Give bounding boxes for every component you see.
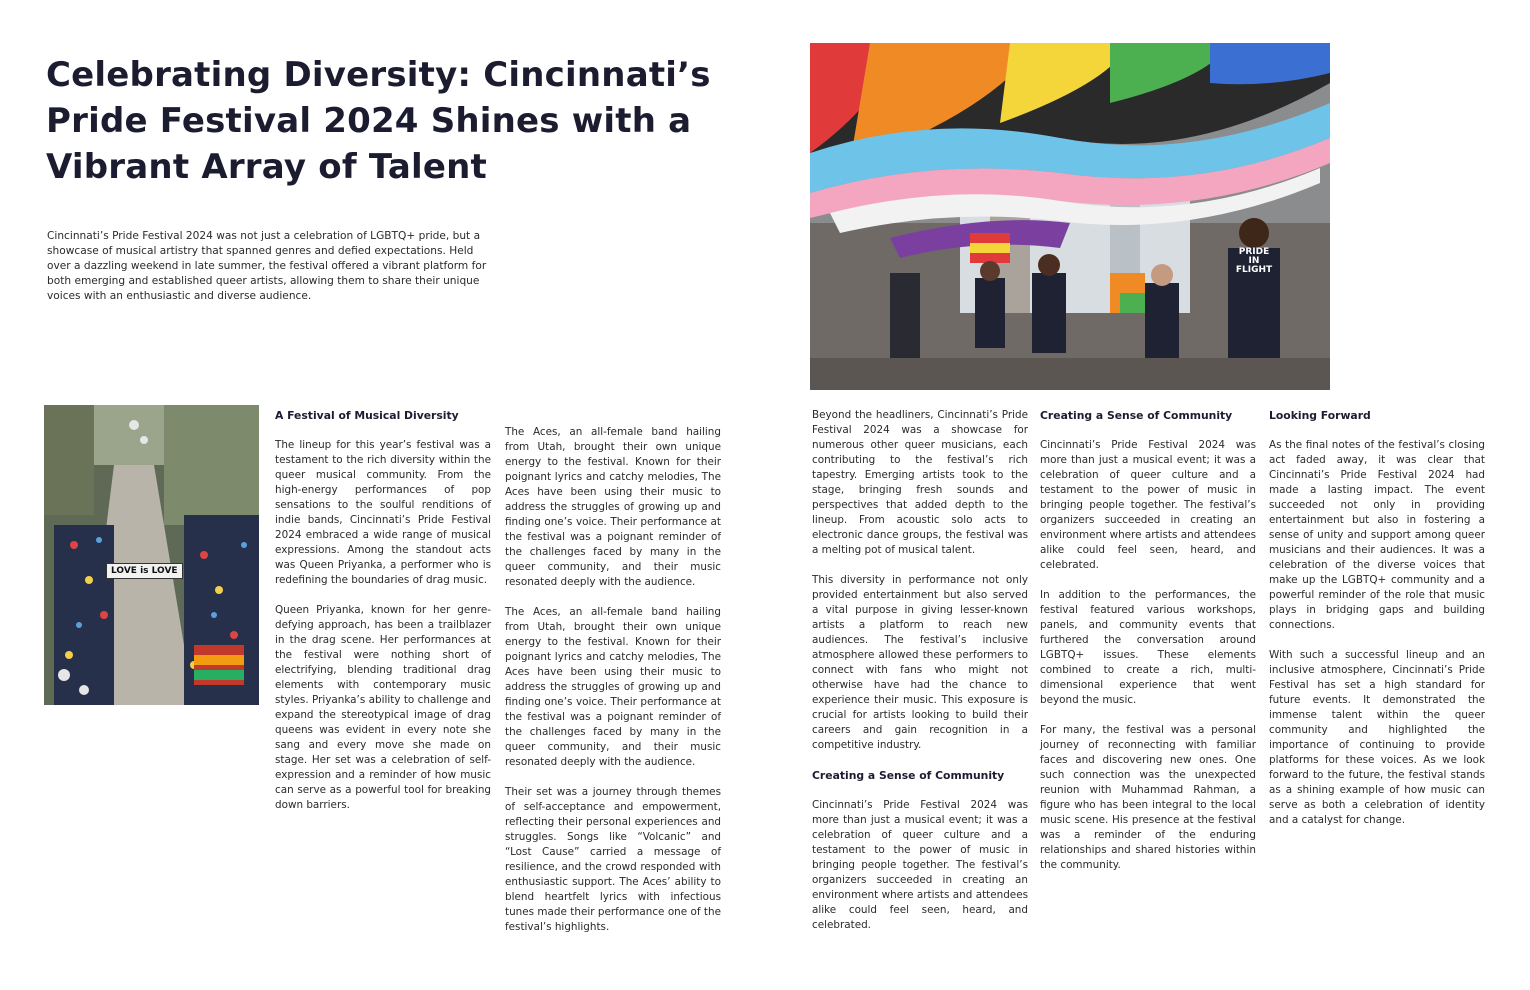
column-5 (1269, 408, 1485, 843)
paragraph: Beyond the headliners, Cincinnati’s Pride Festival 2024 was a showcase for numerous other queer musicians, each contributing to the festival’s rich tapestry. Emerging artists took to the stage, bringing fresh sounds and perspectives that added depth to the lineup. From acoustic solo acts to electronic dance groups, the festival was a melting pot of musical talent. (812, 409, 1028, 556)
column-1 (275, 408, 491, 828)
column-4 (1040, 408, 1256, 888)
shirt-text: PRIDE IN FLIGHT (1235, 247, 1273, 275)
section-heading: Creating a Sense of Community (1040, 409, 1233, 422)
paragraph: The Aces, an all-female band hailing from Utah, brought their own unique energy to the festival. Known for their poignant lyrics and catchy melodies, The Aces have been using their music to address the struggles of growing up and finding one’s voice. Their performance at the festival was a poignant reminder of the challenges faced by many in the queer community, and their music resonated deeply with the audience. (505, 426, 721, 588)
article-intro: Cincinnati’s Pride Festival 2024 was not just a celebration of LGBTQ+ pride, but a showcase of musical artistry that spanned genres and defied expectations. Held over a dazzling weekend in late summer, the festival offered a vibrant platform for both emerging and established queer artists, allowing them to share their unique voices with an enthusiastic and diverse audience. (47, 230, 487, 302)
paragraph: Cincinnati’s Pride Festival 2024 was more than just a musical event; it was a celebration of queer culture and a testament to the power of music in bringing people together. The festival’s organizers succeeded in creating an environment where artists and attendees alike could feel seen, heard, and celebrated. (1040, 439, 1256, 571)
section-heading: A Festival of Musical Diversity (275, 409, 459, 422)
paragraph: The lineup for this year’s festival was a testament to the rich diversity within the queer musical community. From the high-energy performances of pop sensations to the soulful renditions of indie bands, Cincinnati’s Pride Festival 2024 embraced a wide range of musical expressions. Among the standout acts was Queen Priyanka, a performer who is redefining the boundaries of drag music. (275, 439, 491, 586)
section-heading: Creating a Sense of Community (812, 769, 1005, 782)
paragraph: As the final notes of the festival’s closing act faded away, it was clear that Cincinnati’s Pride Festival 2024 had made a lasting impact. The event succeeded not only in providing entertainment but also in fostering a sense of unity and support among queer musicians and their audiences. It was a celebration of the diverse voices that make up the LGBTQ+ community and a powerful reminder of the role that music plays in bridging gaps and building connections. (1269, 439, 1485, 631)
paragraph: With such a successful lineup and an inclusive atmosphere, Cincinnati’s Pride Festival has set a high standard for future events. It demonstrated the immense talent within the queer community and highlighted the importance of continuing to provide platforms for these voices. As we look forward to the future, the festival stands as a shining example of how music can serve as both a celebration of identity and a catalyst for change. (1269, 649, 1485, 826)
paragraph: Their set was a journey through themes of self-acceptance and empowerment, reflecting their personal experiences and struggles. Songs like “Volcanic” and “Lost Cause” carried a message of resilience, and the crowd responded with enthusiastic support. The Aces’ ability to blend heartfelt lyrics with infectious tunes made their performance one of the festival’s highlights. (505, 786, 721, 933)
love-is-love-sign: LOVE is LOVE (106, 563, 183, 579)
paragraph: The Aces, an all-female band hailing from Utah, brought their own unique energy to the festival. Known for their poignant lyrics and catchy melodies, The Aces have been using their music to address the struggles of growing up and finding one’s voice. Their performance at the festival was a poignant reminder of the challenges faced by many in the queer community, and their music resonated deeply with the audience. (505, 606, 721, 768)
section-heading: Looking Forward (1269, 409, 1371, 422)
crowd-photo (44, 405, 259, 705)
hero-photo (810, 43, 1330, 390)
column-2 (505, 425, 721, 950)
column-3 (812, 408, 1028, 948)
paragraph: Cincinnati’s Pride Festival 2024 was more than just a musical event; it was a celebration of queer culture and a testament to the power of music in bringing people together. The festival’s organizers succeeded in creating an environment where artists and attendees alike could feel seen, heard, and celebrated. (812, 799, 1028, 931)
paragraph: For many, the festival was a personal journey of reconnecting with familiar faces and discovering new ones. One such connection was the unexpected reunion with Muhammad Rahman, a figure who has been integral to the local music scene. His presence at the festival was a reminder of the enduring relationships and shared histories within the community. (1040, 724, 1256, 871)
paragraph: In addition to the performances, the festival featured various workshops, panels, and community events that furthered the conversation around LGBTQ+ issues. These elements combined to create a rich, multi-dimensional experience that went beyond the music. (1040, 589, 1256, 706)
paragraph: This diversity in performance not only provided entertainment but also served a vital purpose in giving lesser-known artists a platform to reach new audiences. The festival’s inclusive atmosphere allowed these performers to connect with fans who might not otherwise have had the chance to experience their music. This exposure is crucial for artists looking to build their careers and gain recognition in a competitive industry. (812, 574, 1028, 751)
paragraph: Queen Priyanka, known for her genre-defying approach, has been a trailblazer in the drag scene. Her performances at the festival were nothing short of electrifying, blending traditional drag elements with contemporary music styles. Priyanka’s ability to challenge and expand the stereotypical image of drag queens was evident in every note she sang and every move she made on stage. Her set was a celebration of self-expression and a reminder of how music can serve as a powerful tool for breaking down barriers. (275, 604, 491, 811)
article-title: Celebrating Diversity: Cincinnati’s Pride Festival 2024 Shines with a Vibrant Array of Talent (46, 55, 711, 187)
